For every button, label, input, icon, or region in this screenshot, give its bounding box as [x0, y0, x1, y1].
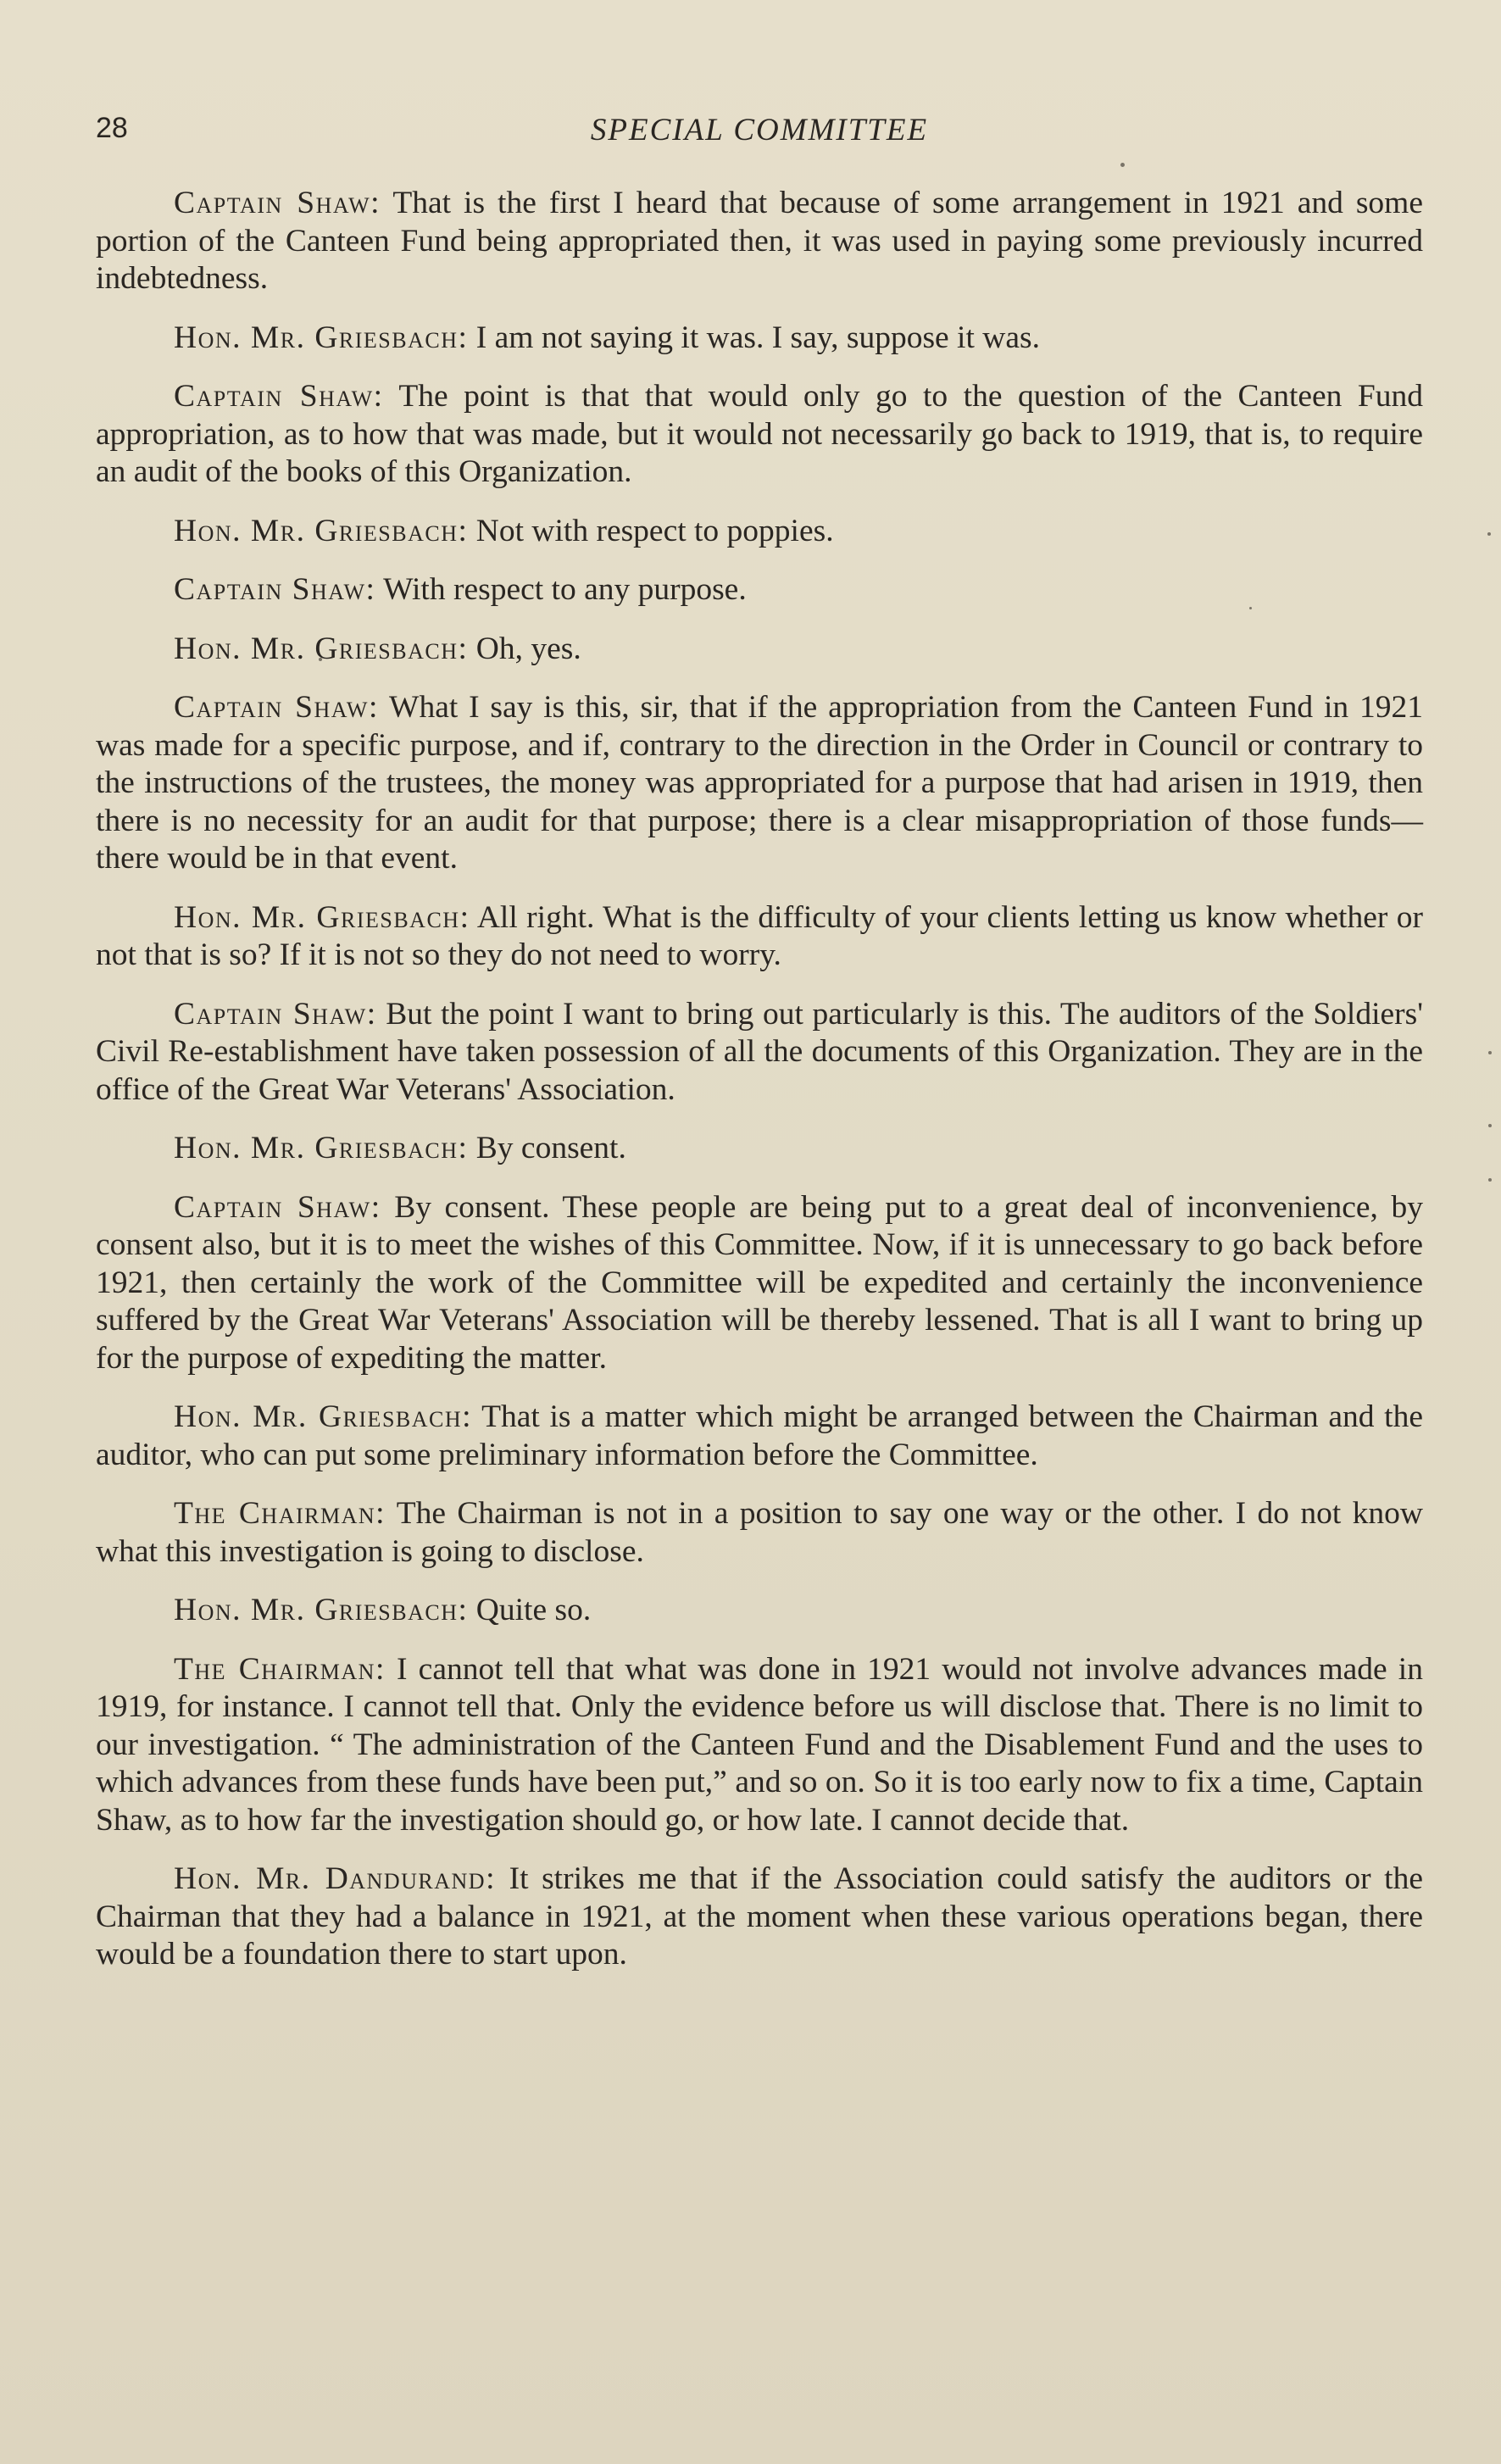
speaker-name: Captain Shaw: — [174, 379, 384, 414]
transcript-paragraph — [96, 899, 1423, 975]
transcript-paragraph — [96, 1592, 1423, 1630]
speech-text: But the point I want to bring out particularly is this. The auditors of the Soldiers' Civil Re-establishment have taken possession of all the documents of this Organization. They are in the office of the Great War Veterans' Association. — [96, 996, 1423, 1107]
transcript-paragraph — [96, 571, 1423, 609]
speck-mark — [1120, 163, 1125, 167]
speech-text: By consent. These people are being put to a great deal of inconvenience, by consent also, but it is to meet the wishes of this Committee. Now, if it is unnecessary to go back before 1921, then certainly the work of the Committee will be expedited and certainly the inconvenience suffered by the Great War Veterans' Association will be thereby lessened. That is all I want to bring up for the purpose of expediting the matter. — [96, 1189, 1424, 1376]
speech-text: By consent. — [468, 1131, 626, 1165]
speaker-name: Hon. Mr. Griesbach: — [174, 320, 469, 355]
transcript-paragraph — [96, 1130, 1423, 1168]
transcript-paragraph — [96, 378, 1423, 492]
transcript-paragraph — [96, 689, 1423, 878]
speech-text: With respect to any purpose. — [375, 572, 747, 607]
transcript-paragraph — [96, 1399, 1423, 1474]
speaker-name: Hon. Mr. Griesbach: — [174, 899, 470, 935]
speaker-name: Hon. Mr. Griesbach: — [174, 1399, 473, 1434]
speech-text: What I say is this, sir, that if the appropriation from the Canteen Fund in 1921 was made for a specific purpose, and if, contrary to the direction in the Order in Council or contrary to the instructions of the trustees, the money was appropriated for a purpose that had arisen in 1919, then there is no necessity for an audit for that purpose; there is a clear misappropriation of those funds—there would be in that event. — [96, 690, 1424, 876]
running-head: SPECIAL COMMITTEE — [590, 113, 929, 147]
page-header — [96, 112, 1423, 153]
page-number: 28 — [96, 112, 128, 144]
speaker-name: Hon. Mr. Griesbach: — [174, 1131, 469, 1165]
speech-text: Quite so. — [468, 1593, 592, 1627]
speech-text: I am not saying it was. I say, suppose it was. — [468, 320, 1040, 355]
speech-text: Oh, yes. — [468, 631, 581, 666]
transcript-paragraph — [96, 1861, 1423, 1974]
transcript-paragraph — [96, 320, 1423, 358]
speaker-name: Captain Shaw: — [174, 1189, 381, 1225]
speaker-name: Hon. Mr. Griesbach: — [174, 513, 469, 548]
speaker-name: Captain Shaw: — [174, 572, 376, 607]
speaker-name: The Chairman: — [174, 1496, 386, 1531]
speaker-name: Captain Shaw: — [174, 186, 381, 220]
speech-text: All right. What is the difficulty of your clients letting us know whether or not that is so? If it is not so they do not need to worry. — [96, 899, 1423, 972]
speaker-name: Captain Shaw: — [174, 690, 379, 725]
transcript-paragraph — [96, 1651, 1423, 1840]
speck-mark — [1488, 1051, 1492, 1054]
transcript-paragraph — [96, 631, 1423, 669]
speaker-name: Hon. Mr. Griesbach: — [174, 1593, 469, 1627]
transcript-body — [96, 185, 1423, 1995]
speech-text: It strikes me that if the Association could satisfy the auditors or the Chairman that they had a balance in 1921, at the moment when these various operations began, there would be a foundation there to start upon. — [96, 1861, 1423, 1972]
speaker-name: Hon. Mr. Dandurand: — [174, 1861, 497, 1896]
speech-text: I cannot tell that what was done in 1921 would not involve advances made in 1919, for instance. I cannot tell that. Only the evidence before us will disclose that. There is no limit to our investigation. “ The administration of the Canteen Fund and the Disablement Fund and the uses to which advances from these funds have been put,” and so on. So it is too early now to fix a time, Captain Shaw, as to how far the investigation should go, or how late. I cannot decide that. — [96, 1651, 1423, 1838]
transcript-paragraph — [96, 996, 1423, 1110]
speech-text: Not with respect to poppies. — [468, 513, 834, 548]
speech-text: That is the first I heard that because of some arrangement in 1921 and some portion of the Canteen Fund being appropriated then, it was used in paying some previously incurred indebtedness. — [96, 186, 1423, 296]
transcript-paragraph — [96, 513, 1423, 551]
speck-mark — [1488, 1124, 1492, 1127]
speck-mark — [1487, 532, 1491, 536]
speck-mark — [1488, 1178, 1492, 1182]
speaker-name: Captain Shaw: — [174, 996, 377, 1032]
speech-text: That is a matter which might be arranged between the Chairman and the auditor, who can put some preliminary information before the Committee. — [96, 1399, 1423, 1472]
speaker-name: Hon. Mr. Griesbach: — [174, 631, 469, 666]
speech-text: The Chairman is not in a position to say one way or the other. I do not know what this investigation is going to disclose. — [96, 1496, 1423, 1569]
transcript-paragraph — [96, 1495, 1423, 1571]
speaker-name: The Chairman: — [174, 1651, 386, 1687]
transcript-paragraph — [96, 1189, 1423, 1378]
speech-text: The point is that that would only go to the question of the Canteen Fund appropriation, as to how that was made, but it would not necessarily go back to 1919, that is, to require an audit of the books of this Organization. — [96, 379, 1423, 489]
transcript-paragraph — [96, 185, 1423, 298]
